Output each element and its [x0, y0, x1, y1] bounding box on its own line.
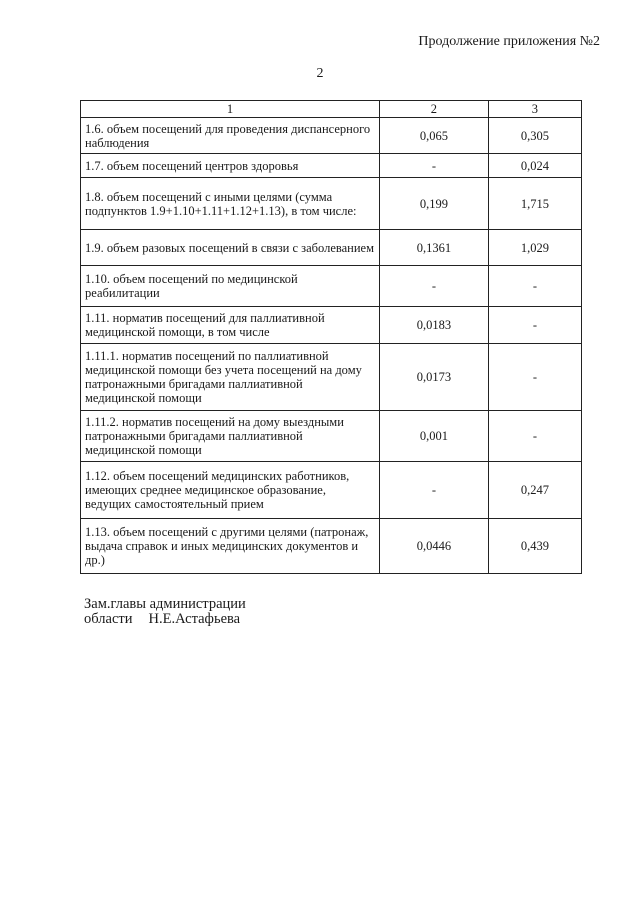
signatory-name: Н.Е.Астафьева	[148, 611, 241, 627]
table-header-row	[81, 101, 582, 118]
row-value-col2: -	[380, 462, 489, 519]
table-row	[81, 462, 582, 519]
table-row	[81, 178, 582, 230]
row-value-col3: 0,024	[488, 154, 581, 178]
row-value-col2: 0,1361	[380, 230, 489, 266]
row-value-col2: 0,065	[380, 118, 489, 154]
row-value-col3: 1,715	[488, 178, 581, 230]
table-row	[81, 519, 582, 574]
table-row	[81, 266, 582, 307]
table-row	[81, 154, 582, 178]
row-value-col2: -	[380, 154, 489, 178]
appendix-continuation-note: Продолжение приложения №2	[418, 34, 600, 49]
row-value-col3: -	[488, 411, 581, 462]
row-value-col2: 0,199	[380, 178, 489, 230]
column-header-3: 3	[488, 101, 581, 118]
row-value-col3: -	[488, 307, 581, 344]
row-value-col2: 0,0173	[380, 344, 489, 411]
page-number: 2	[316, 66, 324, 81]
row-value-col2: 0,0446	[380, 519, 489, 574]
signatory-title: Зам.главы администрации	[84, 596, 246, 612]
table-row	[81, 411, 582, 462]
row-label: 1.11.2. норматив посещений на дому выездными патронажными бригадами паллиативной медицинской помощи	[81, 411, 380, 462]
table-row	[81, 344, 582, 411]
row-value-col2: 0,001	[380, 411, 489, 462]
row-value-col3: 0,439	[488, 519, 581, 574]
row-label: 1.11.1. норматив посещений по паллиативной медицинской помощи без учета посещений на дому патронажными бригадами паллиативной медицинской помощи	[81, 344, 380, 411]
row-value-col3: 0,305	[488, 118, 581, 154]
table-row	[81, 307, 582, 344]
row-value-col3: -	[488, 266, 581, 307]
signatory-line	[84, 612, 246, 627]
row-label: 1.12. объем посещений медицинских работников, имеющих среднее медицинское образование, ведущих самостоятельный прием	[81, 462, 380, 519]
table-row	[81, 118, 582, 154]
row-label: 1.6. объем посещений для проведения диспансерного наблюдения	[81, 118, 380, 154]
row-label: 1.7. объем посещений центров здоровья	[81, 154, 380, 178]
row-value-col2: 0,0183	[380, 307, 489, 344]
row-label: 1.10. объем посещений по медицинской реабилитации	[81, 266, 380, 307]
signatory-title-cont: области	[84, 611, 133, 627]
table-row	[81, 230, 582, 266]
column-header-1: 1	[81, 101, 380, 118]
row-value-col3: -	[488, 344, 581, 411]
visits-norm-table	[80, 100, 582, 574]
row-label: 1.9. объем разовых посещений в связи с заболеванием	[81, 230, 380, 266]
row-label: 1.13. объем посещений с другими целями (патронаж, выдача справок и иных медицинских документов и др.)	[81, 519, 380, 574]
row-value-col3: 1,029	[488, 230, 581, 266]
row-label: 1.11. норматив посещений для паллиативной медицинской помощи, в том числе	[81, 307, 380, 344]
row-label: 1.8. объем посещений с иными целями (сумма подпунктов 1.9+1.10+1.11+1.12+1.13), в том числе:	[81, 178, 380, 230]
column-header-2: 2	[380, 101, 489, 118]
signature-block	[84, 597, 246, 627]
row-value-col3: 0,247	[488, 462, 581, 519]
row-value-col2: -	[380, 266, 489, 307]
